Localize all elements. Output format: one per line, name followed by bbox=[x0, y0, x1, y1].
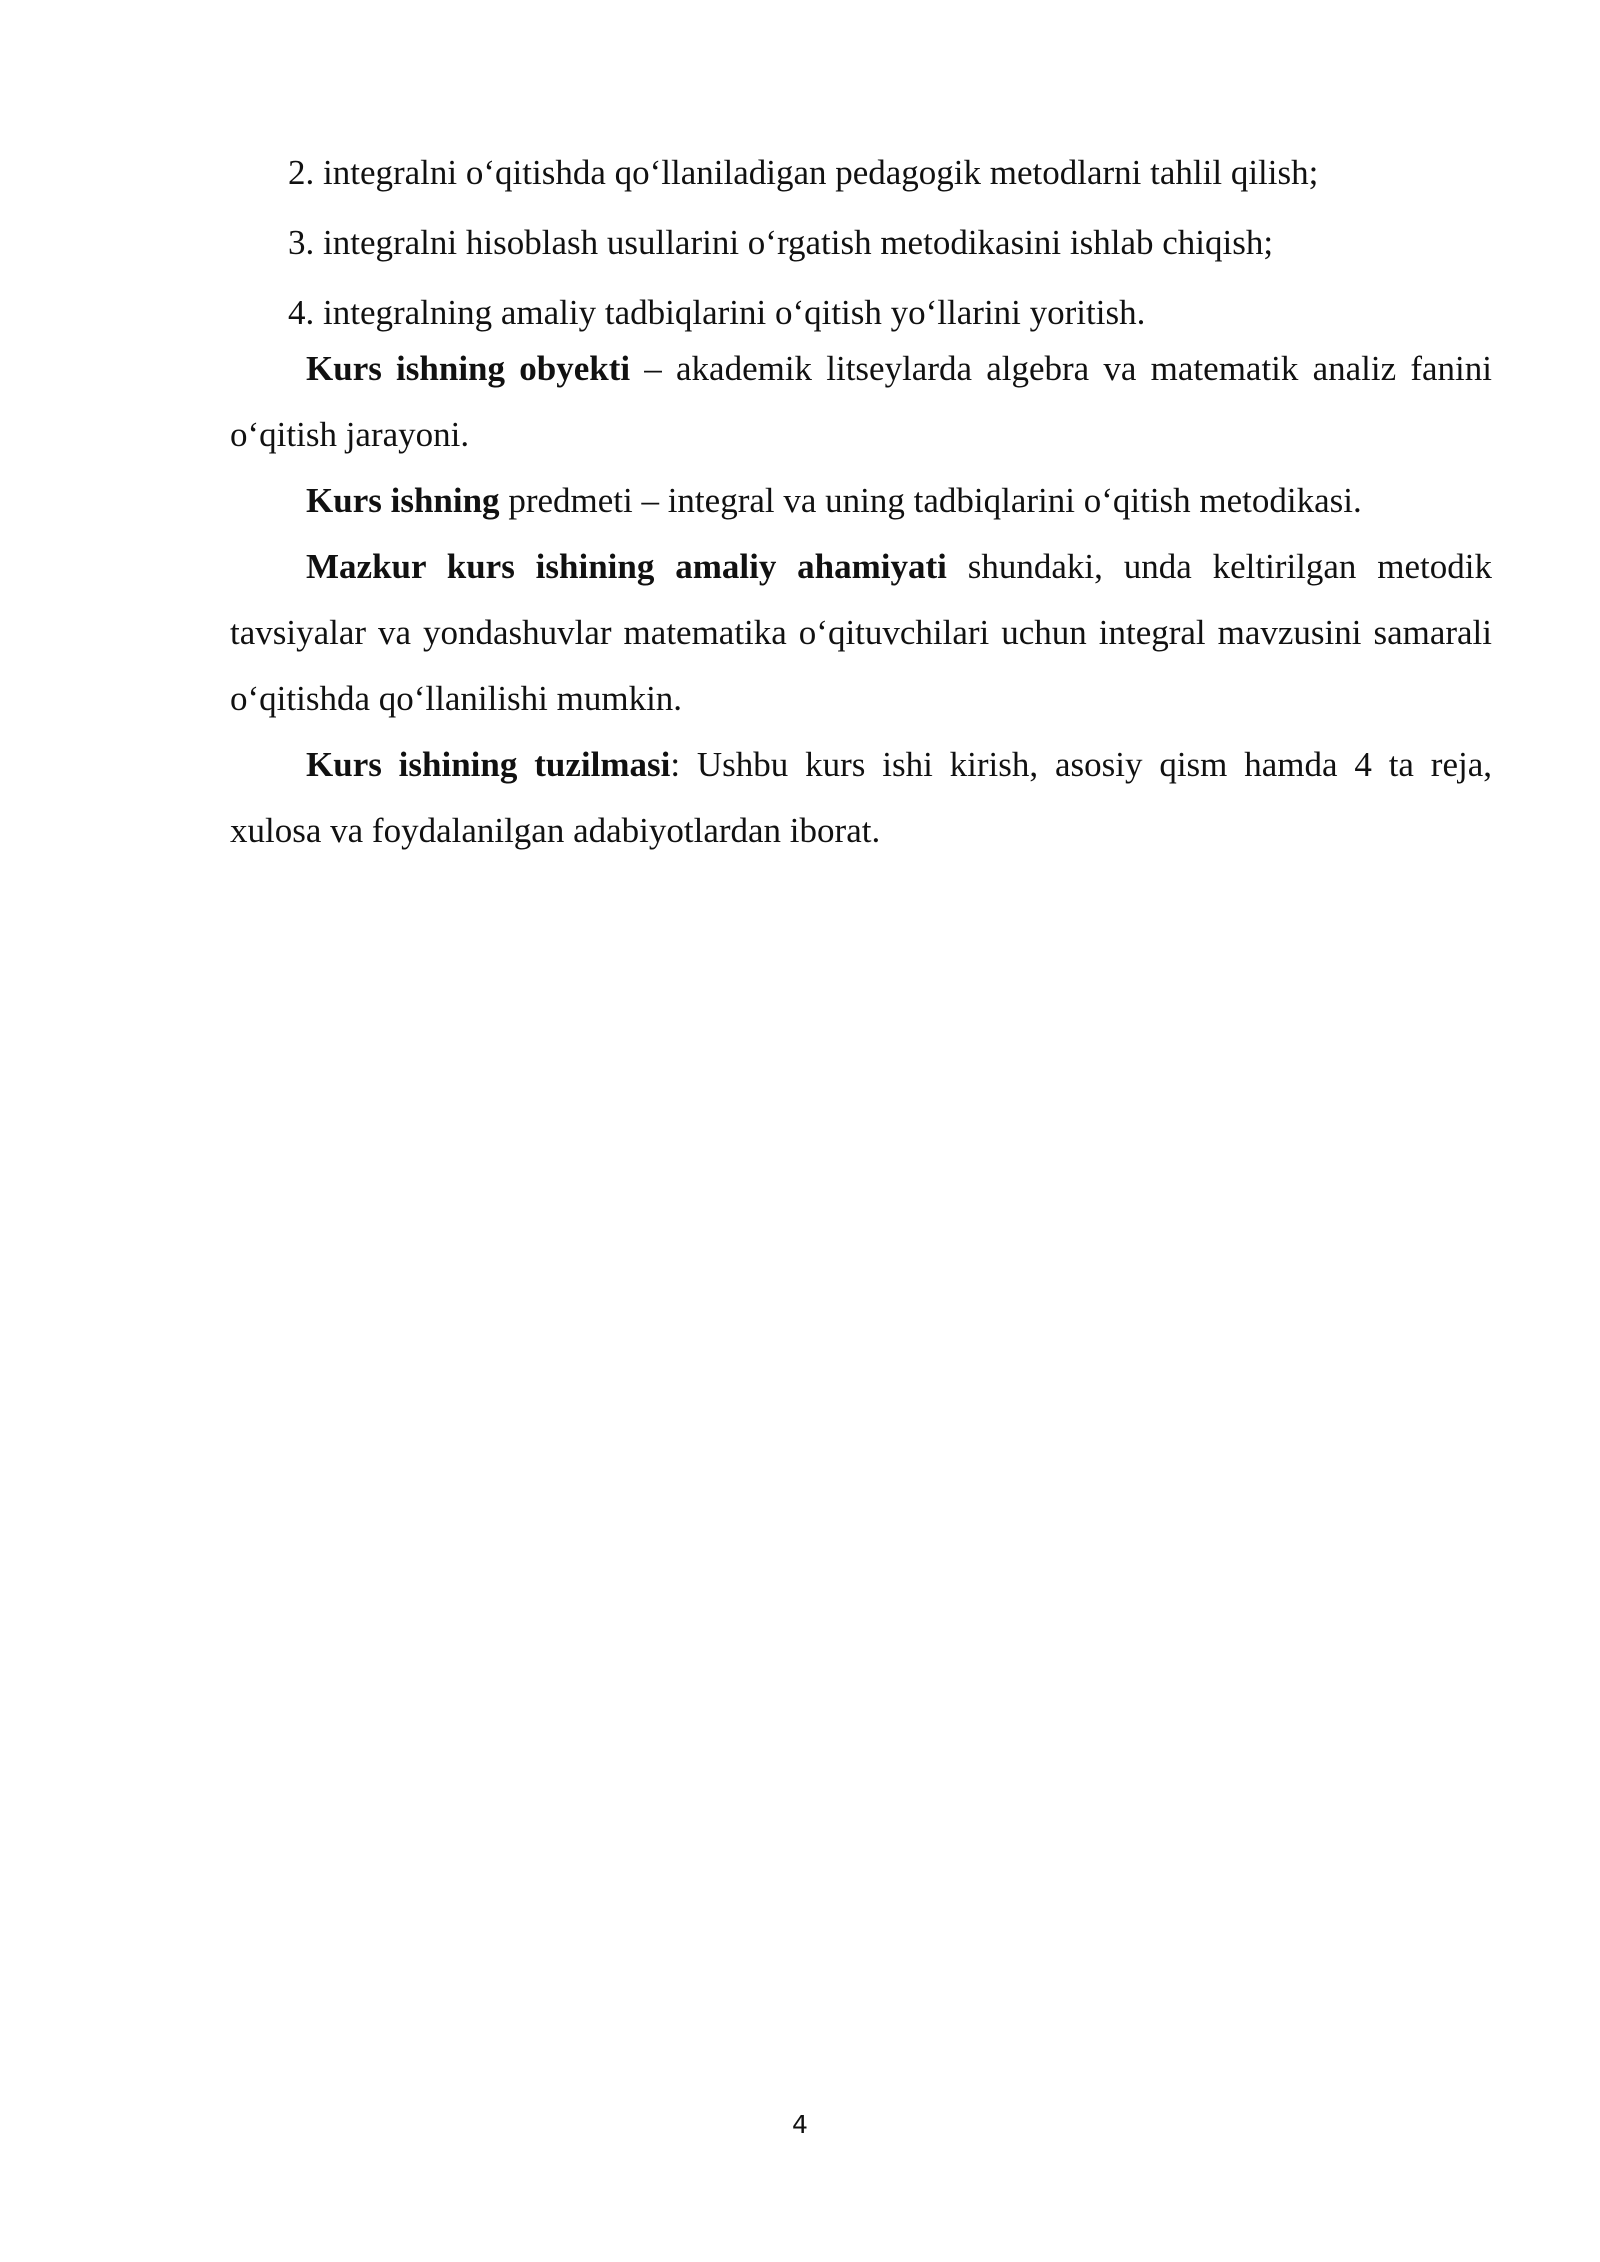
list-item-3: 3. integralni hisoblash usullarini o‘rgatish metodikasini ishlab chiqish; bbox=[288, 223, 1274, 262]
paragraph-subject-heading: Kurs ishning bbox=[306, 481, 500, 520]
paragraph-structure-text: : Ushbu kurs ishi kirish, asosiy qism hamda 4 ta reja, xulosa va foydalanilgan adabiyotlardan iborat. bbox=[230, 745, 1492, 850]
paragraph-structure bbox=[230, 732, 1492, 864]
list-item-2: 2. integralni o‘qitishda qo‘llaniladigan pedagogik metodlarni tahlil qilish; bbox=[288, 153, 1319, 192]
paragraph-significance-heading: Mazkur kurs ishining amaliy ahamiyati bbox=[306, 547, 947, 586]
list-item-4: 4. integralning amaliy tadbiqlarini o‘qitish yo‘llarini yoritish. bbox=[288, 293, 1146, 332]
paragraph-object-heading: Kurs ishning obyekti bbox=[306, 349, 631, 388]
paragraph-significance bbox=[230, 534, 1492, 732]
page-content bbox=[230, 150, 1492, 864]
paragraph-subject bbox=[230, 468, 1492, 534]
page-number: 4 bbox=[792, 2110, 808, 2139]
paragraph-subject-text: predmeti – integral va uning tadbiqlarini o‘qitish metodikasi. bbox=[499, 481, 1362, 520]
paragraph-object-text: – akademik litseylarda algebra va matematik analiz fanini o‘qitish jarayoni. bbox=[230, 349, 1493, 454]
paragraph-significance-text: shundaki, unda keltirilgan metodik tavsiyalar va yondashuvlar matematika o‘qituvchilari uchun integral mavzusini samarali o‘qitishda qo‘llanilishi mumkin. bbox=[230, 547, 1492, 718]
paragraph-structure-heading: Kurs ishining tuzilmasi bbox=[306, 745, 671, 784]
paragraph-object bbox=[230, 336, 1492, 468]
